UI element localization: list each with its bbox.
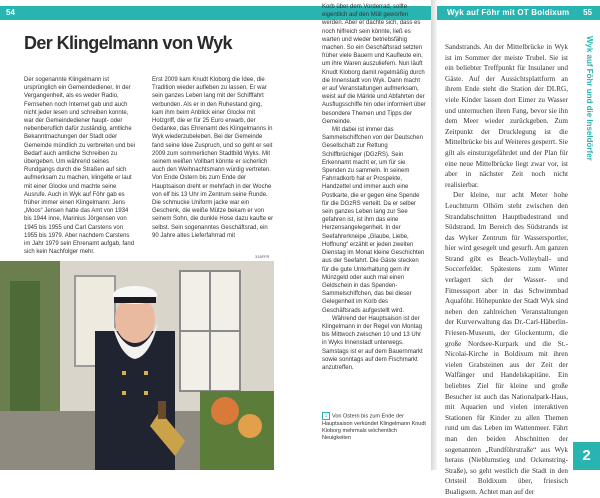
caption-marker: 1: [322, 412, 330, 420]
running-head: Wyk auf Föhr mit OT Boldixum: [447, 8, 570, 17]
right-page-text: [445, 42, 568, 498]
paragraph: Der sogenannte Klingelmann ist ursprünglich ein Gemeindediener. In der Vergangenheit, als es weder Radio, Fernsehen noch Internet gab und auch nicht jeder lesen und schreiben konnte, war der Gemeindediener haupt- oder nebenberuflich dafür zuständig, amtliche Bekanntmachungen der Stadt oder Gemeinde mündlich zu verbreiten und bei Bedarf auch amtliche Schreiben zu übergeben. Um während seines Rundgangs durch die Straßen auf sich aufmerksam zu machen, klingelte er laut mit einer Glocke und machte seine Ausrufe. Auch in Wyk auf Föhr gab es früher immer einen Klingelmann: Jens „Moos“ Jensen hatte das Amt von 1934 bis 1944 inne, Marinius Jörgensen von 1945 bis 1955 und Carl Carstens von 1955 bis 1979. Aber nachdem Carstens im Jahr 1979 sein Ehrenamt aufgab, fand sich kein Nachfolger mehr.: [24, 77, 136, 256]
article-column-1: [24, 76, 137, 256]
photo-credit: 316FFR: [255, 254, 270, 259]
caption-text: Von Ostern bis zum Ende der Hauptsaison verkündet Klingelmann Knudt Kloborg mehrmals wöchentlich Neuigkeiten: [322, 413, 426, 442]
side-tab-text: Wyk auf Föhr und die Inseldörfer: [585, 36, 594, 161]
article-column-3: [322, 3, 426, 372]
paragraph: Erst 2009 kam Knudt Kloborg die Idee, die Tradition wieder aufleben zu lassen. Er war sein ganzes Leben lang mit der Schifffahrt verbunden. Als er in den Ruhestand ging, kam ihm beim Anblick einer Glocke mit Holzgriff, die er für 25 Euro erwarb, der Gedanke, das Ehrenamt des Klingelmanns in Wyk wiederzubeleben. Bei der Gemeinde fand seine Idee Zuspruch, und so geht er seit 2009 zum sommerlichen Stadtbild Wyks. Mit seinem weißen Vollbart könnte er sicherlich auch den Weihnachtsmann würdig vertreten. Von Ende Ostern bis zum Ende der Hauptsaison dreht er mehrfach in der Woche von elf bis 13 Uhr im Zentrum seine Runde. Die schmucke Uniform jacke war ein Geschenk, die weiße Mütze bekam er von seinem Sohn, die dunkle Hose dazu kaufte er selbst. Sein sogenanntes Geschäftsrad, ein 90 Jahre altes Lieferfahrrad mit: [152, 77, 274, 239]
left-page-number: 54: [6, 8, 15, 17]
paragraph: Korb über dem Vorderrad, sollte eigentlich auf den Müll geworfen werden. Aber er dachte sich, dass es noch hilfreich sein könnte, ließ es warten und wieder betriebsfähig machen. So ein Geschäftsrad setzten früher viele Bauern und Kaufleute ein, um ihre Waren auszuliefern. Nun läuft Knudt Kloborg damit regelmäßig durch die Innenstadt von Wyk. Dann macht er auf Veranstaltungen aufmerksam, weist auf die Märkte und Abfahrten der Ausflugsschiffe hin oder informiert über besondere Themen und Tipps der Gemeinde.: [322, 4, 426, 125]
photo-caption: [322, 412, 426, 442]
paragraph: Mit dabei ist immer das Sammelschiffchen von der Deutschen Gesellschaft zur Rettung Schiffbrüchiger (DGzRS). Sein Erkennamt macht er, um für sie Spenden zu sammeln. In seinem Fahrradkorb hat er Prospekte, Handzettel und immer auch eine Postkarte, die er gegen eine Spende für die DGzRS verteilt. Da er selber sein ganzes Leben lang zur See gefahren ist, ist ihm das eine Herzensangelegenheit. In der Seefahrerkneipe „Glaube, Liebe, Hoffnung“ erzählt er jeden zweiten Dienstag im Monat kleine Geschichten aus der Seefahrt. Die Gäste stecken für die gute Unterhaltung gern ihr Münzgeld oder auch mal einen Geldschein in das Spenden-Sammelschiffchen, das bei dieser Gelegenheit im Korb des Geschäftsrads aufgestellt wird.: [322, 127, 425, 314]
photo-illustration: [0, 261, 274, 470]
paragraph: Während der Hauptsaison ist der Klingelmann in der Regel von Montag bis Mittwoch zwischen 10 und 13 Uhr in Wyks Innenstadt unterwegs. Samstags ist er auf dem Bauernmarkt sowie sonntags auf dem Fischmarkt anzutreffen.: [322, 315, 423, 371]
article-column-2: [152, 76, 274, 240]
paragraph: Der kleine, nur acht Meter hohe Leuchtturm Olhörn steht zwischen den Strandabschnitten Hauptbadestrand und Südstrand. Im Bereich des Südstrands ist das Wyker Zentrum für Wassersportler, hier wird gesegelt und gesurft. Am ganzen Strand gibt es Beach-Volleyball- und Soccerfelder. Spätestens zum Winter verlagert sich der Wasser- und Fitnesssport aber in das Schwimmbad Aquaföhr. Höhepunkte der Stadt Wyk sind neben den zahlreichen Veranstaltungen der Kurverwaltung das Dr.-Carl-Häberlin-Friesen-Museum, der Glockenturm, die große Nordsee-Kurpark und die St.-Nicolai-Kirche in Boldixum mit ihren vielen Grabsteinen aus der Zeit der Walfänger und Handelskapitäne. Ein beliebtes Ziel für kleine und große Besucher ist auch das Nationalpark-Haus, mit Aquarien und vielen interaktiven Stationen für Kinder zu allen Themen rund um das Leben im Wattenmeer. Fährt man den beiden Abschnitten der sogenannten „Rundföhrstraße“ aus Wyk heraus (Nieblumstieg und Ockenstring-Straße), so geht westlich die Stadt in den Ortsteil Boldixum über, friesisch Bualigsem. Achtet man auf der: [445, 191, 568, 496]
article-title: Der Klingelmann von Wyk: [24, 33, 232, 53]
section-badge: 2: [573, 442, 600, 470]
klingelmann-photo: [0, 261, 274, 470]
side-tab-label: [576, 36, 598, 176]
paragraph: Sandstrands. An der Mittelbrücke in Wyk ist im Sommer der meiste Trubel. Sie ist ein beliebter Treffpunkt für Insulaner und Gäste. Auf der Aussichtsplattform an ihrem Ende steht die Station der DLRG, viele Kinder lassen dort Eimer zu Wasser und unternuchen ihren Fang, bevor sie ihn dem Meer wieder zurückgeben. Zum Zeitpunkt der Drucklegung ist die Mittelbrücke bis auf Weiteres gesperrt. Sie gilt als einsturzgefährdet und der Plan für eine neue Mittelbrücke liegt zwar vor, ist aber in nächster Zeit noch nicht realisierbar.: [445, 43, 568, 189]
right-page-number: 55: [583, 8, 592, 17]
right-header-bar: [437, 6, 600, 20]
